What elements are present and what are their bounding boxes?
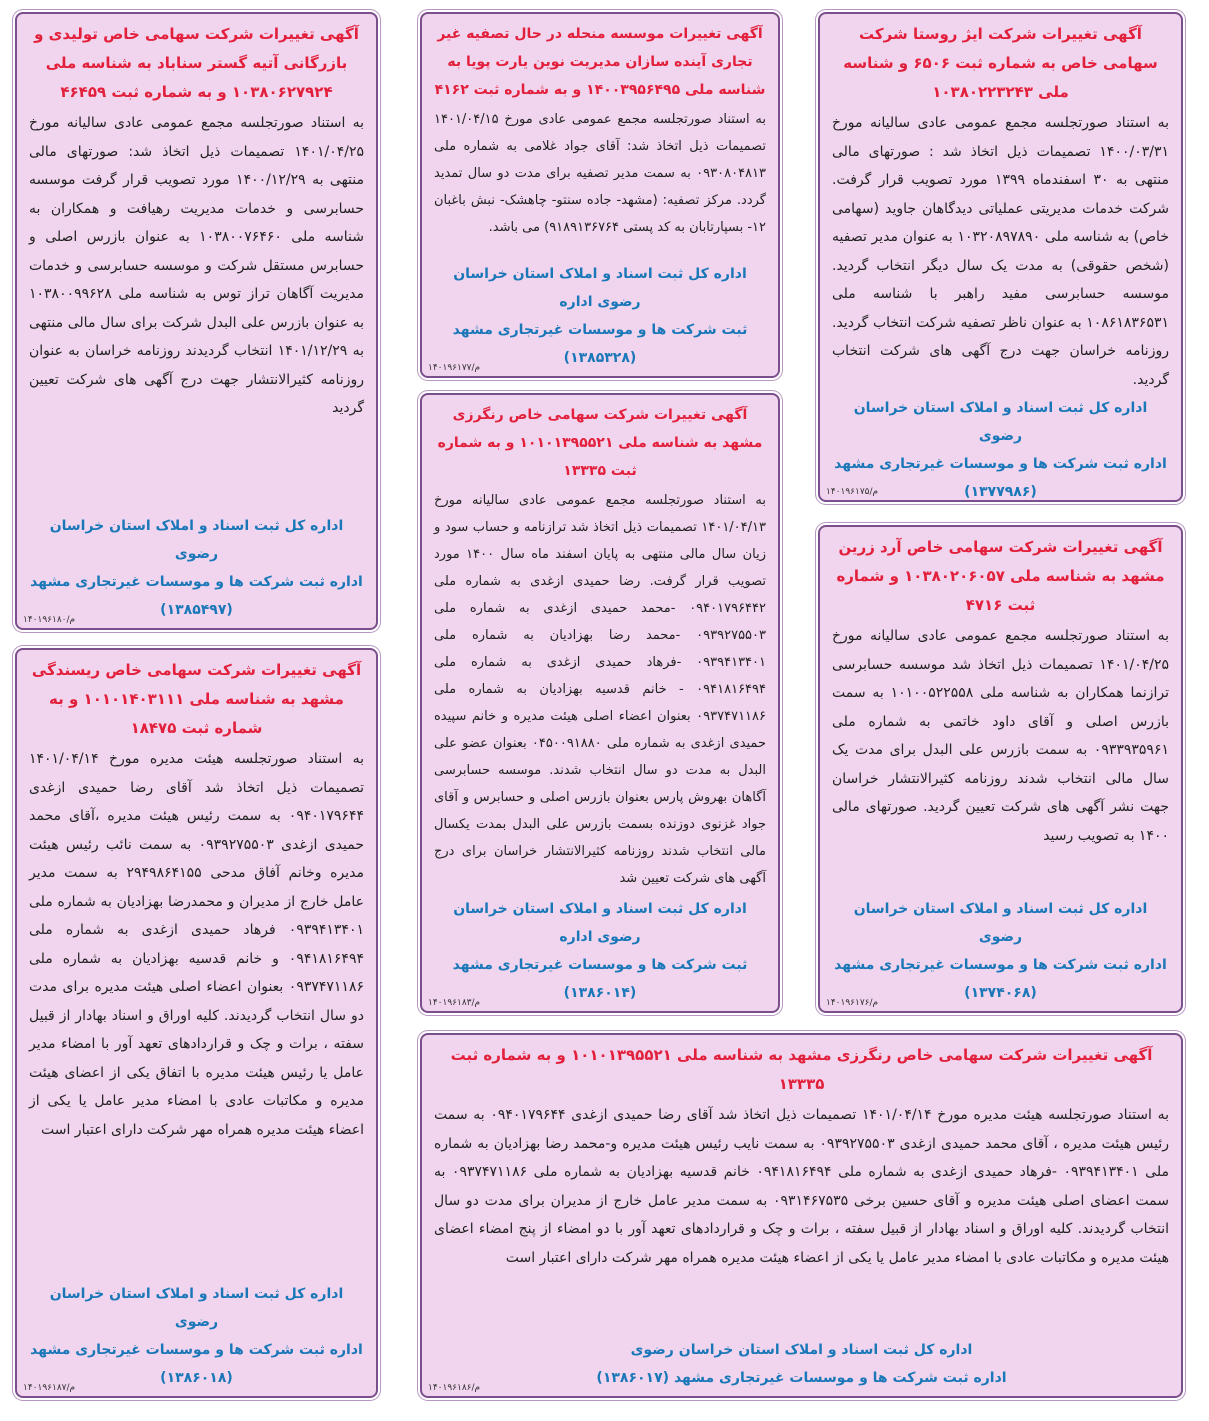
notice-issuer-2 bbox=[832, 450, 1169, 506]
notice-r2 bbox=[818, 525, 1183, 1013]
notice-issuer-1: اداره کل ثبت اسناد و املاک استان خراسان رضوی اداره bbox=[453, 901, 747, 945]
notice-title: آگهی تغییرات شرکت سهامی خاص رنگرزی مشهد به شناسه ملی ۱۰۱۰۱۳۹۵۵۲۱ و به شماره ثبت ۱۳۳۳۵ bbox=[437, 407, 763, 479]
notice-body: به استناد صورتجلسه مجمع عمومی عادی سالیانه مورخ ۱۴۰۱/۰۴/۲۵ تصمیمات ذیل اتخاذ شد موسسه حسابرسی ترازنما همکاران به شناسه ملی ۱۰۱۰۰۵۲۲۵۵۸ به سمت بازرس اصلی و آقای داود خاتمی به شماره ملی ۰۹۳۳۹۳۵۹۶۱ به سمت بازرس علی البدل برای مدت یک سال مالی انتخاب شدند روزنامه کثیرالانتشار خراسان جهت نشر آگهی های شرکت تعیین گردید. صورتهای مالی ۱۴۰۰ به تصویب رسید bbox=[832, 628, 1169, 844]
notice-title: آگهی تغییرات شرکت ایژ روستا شرکت سهامی خاص به شماره ثبت ۶۵۰۶ و شناسه ملی ۱۰۳۸۰۲۲۳۲۴۳ bbox=[843, 25, 1158, 101]
issuer-2-text: اداره ثبت شرکت ها و موسسات غیرتجاری مشهد bbox=[834, 456, 1167, 472]
notice-reference: (۱۳۷۷۹۸۶) bbox=[964, 484, 1037, 500]
notice-code: م/۱۴۰۱۹۶۱۸۷ bbox=[23, 1383, 76, 1393]
issuer-2-text: اداره ثبت شرکت ها و موسسات غیرتجاری مشهد bbox=[834, 957, 1167, 973]
notice-code: م/۱۴۰۱۹۶۱۷۷ bbox=[428, 363, 481, 373]
notice-reference: (۱۳۸۶۰۱۴) bbox=[563, 985, 637, 1001]
notice-reference: (۱۳۸۶۰۱۷) bbox=[596, 1370, 670, 1386]
notice-m1 bbox=[420, 12, 780, 378]
issuer-2-text: اداره ثبت شرکت ها و موسسات غیرتجاری مشهد bbox=[30, 574, 363, 590]
notice-m2 bbox=[420, 393, 780, 1013]
notice-issuer-2 bbox=[434, 316, 766, 372]
notice-issuer-1: اداره کل ثبت اسناد و املاک استان خراسان رضوی bbox=[853, 400, 1148, 444]
notice-l2 bbox=[15, 648, 378, 1398]
notice-reference: (۱۳۷۴۰۶۸) bbox=[964, 985, 1037, 1001]
notice-body: به استناد صورتجلسه مجمع عمومی عادی مورخ ۱۴۰۱/۰۴/۱۵ تصمیمات ذیل اتخاذ شد: آقای جواد غلامی به شماره ملی ۰۹۳۰۸۰۴۸۱۳ به سمت مدیر تصفیه برای مدت دو سال تمدید گردد. مرکز تصفیه: (مشهد- جاده سنتو- چاهشک- نبش باغبان ۱۲- بسپارتابان به کد پستی ۹۱۸۹۱۳۶۷۶۴) می باشد. bbox=[434, 112, 766, 235]
notice-issuer-1: اداره کل ثبت اسناد و املاک استان خراسان رضوی bbox=[49, 518, 344, 562]
notice-issuer-2 bbox=[29, 568, 364, 624]
notice-issuer-1: اداره کل ثبت اسناد و املاک استان خراسان رضوی اداره bbox=[453, 266, 747, 310]
notice-issuer-2 bbox=[434, 951, 766, 1007]
notice-body: به استناد صورتجلسه هیئت مدیره مورخ ۱۴۰۱/۰۴/۱۴ تصمیمات ذیل اتخاذ شد آقای رضا حمیدی ازغدی ۰۹۴۰۱۷۹۶۴۴ به سمت رئیس هیئت مدیره ،آقای محمد حمیدی ازغدی ۰۹۳۹۲۷۵۵۰۳ به سمت نائب رئیس هیئت مدیره وخانم آفاق مدحی ۲۹۴۹۸۶۴۱۵۵ به سمت مدیر عامل خارج از مدیران و محمدرضا بهزادیان به شماره ملی ۰۹۳۹۴۱۳۴۰۱ فرهاد حمیدی ازغدی به شماره ملی ۰۹۴۱۸۱۶۴۹۴ و خانم قدسیه بهزادیان به شماره ملی ۰۹۳۷۴۷۱۱۸۶ بعنوان اعضاء اصلی هیئت مدیره برای مدت دو سال انتخاب گردیدند. کلیه اوراق و اسناد بهادار از قبیل سفته ، برات و چک و قراردادهای تعهد آور با امضاء مدیر عامل یا رئیس هیئت مدیره با اتفاق یکی از اعضای هیئت مدیره و مکاتبات عادی با امضاء مدیر عامل یا یکی از اعضاء هیئت مدیره همراه مهر شرکت دارای اعتبار است bbox=[29, 751, 364, 1138]
issuer-2-text: اداره ثبت شرکت ها و موسسات غیرتجاری مشهد bbox=[30, 1342, 363, 1358]
issuer-2-text: ثبت شرکت ها و موسسات غیرتجاری مشهد bbox=[452, 957, 748, 973]
issuer-2-text: ثبت شرکت ها و موسسات غیرتجاری مشهد bbox=[452, 322, 748, 338]
notice-issuer-1: اداره کل ثبت اسناد و املاک استان خراسان رضوی bbox=[630, 1342, 973, 1358]
notice-issuer-2 bbox=[832, 951, 1169, 1007]
notice-reference: (۱۳۸۵۴۹۷) bbox=[160, 602, 233, 618]
notice-title: آگهی تغییرات شرکت سهامی خاص آرد زرین مشهد به شناسه ملی ۱۰۳۸۰۲۰۶۰۵۷ و شماره ثبت ۴۷۱۶ bbox=[836, 538, 1165, 614]
notice-title: آگهی تغییرات شرکت سهامی خاص رنگرزی مشهد به شناسه ملی ۱۰۱۰۱۳۹۵۵۲۱ و به شماره ثبت ۱۳۳۳۵ bbox=[450, 1046, 1153, 1093]
notice-code: م/۱۴۰۱۹۶۱۸۶ bbox=[428, 1383, 481, 1393]
notice-code: م/۱۴۰۱۹۶۱۷۵ bbox=[826, 487, 879, 497]
notice-body: به استناد صورتجلسه هیئت مدیره مورخ ۱۴۰۱/۰۴/۱۴ تصمیمات ذیل اتخاذ شد آقای رضا حمیدی ازغدی ۰۹۴۰۱۷۹۶۴۴ به سمت رئیس هیئت مدیره ، آقای محمد حمیدی ازغدی ۰۹۳۹۲۷۵۵۰۳ به سمت نایب رئیس هیئت مدیره و-محمد رضا بهزادیان به شماره ملی ۰۹۳۹۴۱۳۴۰۱ -فرهاد حمیدی ازغدی به شماره ملی ۰۹۴۱۸۱۶۴۹۴ خانم قدسیه بهزادیان به شماره ملی ۰۹۳۷۴۷۱۱۸۶ به سمت اعضای اصلی هیئت مدیره و آقای حسین برخی ۰۹۳۱۴۶۷۵۳۵ به سمت مدیر عامل خارج از مدیران برای مدت دو سال انتخاب گردیدند. کلیه اوراق و اسناد بهادار از قبیل سفته ، برات و چک و قراردادهای تعهد آور با دو امضاء از پنج امضاء اعضای هیئت مدیره و مکاتبات عادی با امضاء مدیر عامل یا یکی از اعضاء هیئت مدیره همراه مهر شرکت دارای اعتبار است bbox=[434, 1107, 1170, 1266]
notice-body: به استناد صورتجلسه مجمع عمومی عادی سالیانه مورخ ۱۴۰۰/۰۳/۳۱ تصمیمات ذیل اتخاذ شد : صورتهای مالی منتهی به ۳۰ اسفندماه ۱۳۹۹ مورد تصویب قرار گرفت. شرکت خدمات مدیریتی عملیاتی دیدگاهان جاوید (سهامی خاص) به شناسه ملی ۱۰۳۲۰۸۹۷۸۹۰ به عنوان مدیر تصفیه (شخص حقوقی) به مدت یک سال دیگر انتخاب گردید. موسسه حسابرسی مفید راهبر با شناسه ملی ۱۰۸۶۱۸۳۶۵۳۱ به عنوان ناظر تصفیه شرکت انتخاب گردید. روزنامه خراسان جهت درج آگهی های شرکت انتخاب گردید. bbox=[832, 115, 1169, 388]
notice-l1 bbox=[15, 12, 378, 630]
notice-title: آگهی تغییرات موسسه منحله در حال تصفیه غیر تجاری آینده سازان مدیریت نوین یارت پویا به شناسه ملی ۱۴۰۰۳۹۵۶۴۹۵ و به شماره ثبت ۴۱۶۲ bbox=[434, 26, 766, 98]
notice-issuer-2 bbox=[434, 1364, 1169, 1392]
notice-code: م/۱۴۰۱۹۶۱۷۶ bbox=[826, 998, 879, 1008]
notice-code: م/۱۴۰۱۹۶۱۸۰ bbox=[23, 615, 76, 625]
notice-reference: (۱۳۸۶۰۱۸) bbox=[160, 1370, 233, 1386]
notice-b1 bbox=[420, 1033, 1183, 1398]
notice-code: م/۱۴۰۱۹۶۱۸۳ bbox=[428, 998, 481, 1008]
notice-title: آگهی تغییرات شرکت سهامی خاص تولیدی و بازرگانی آتیه گستر سناباد به شناسه ملی ۱۰۳۸۰۶۲۷۹۲۴ و به شماره ثبت ۴۶۴۵۹ bbox=[34, 25, 359, 101]
notice-issuer-1: اداره کل ثبت اسناد و املاک استان خراسان رضوی bbox=[853, 901, 1148, 945]
notice-body: به استناد صورتجلسه مجمع عمومی عادی سالیانه مورخ ۱۴۰۱/۰۴/۲۵ تصمیمات ذیل اتخاذ شد: صورتهای مالی منتهی به ۱۴۰۰/۱۲/۲۹ مورد تصویب قرار گرفت موسسه حسابرسی و خدمات مدیریت رهیافت و همکاران به شناسه ملی ۱۰۳۸۰۰۷۶۴۶۰ به عنوان بازرس اصلی و حسابرس مستقل شرکت و موسسه حسابرسی و خدمات مدیریت آگاهان تراز توس به شناسه ملی ۱۰۳۸۰۰۹۹۶۲۸ به عنوان بازرس علی البدل شرکت برای سال مالی منتهی به ۱۴۰۱/۱۲/۲۹ انتخاب گردیدند روزنامه خراسان به عنوان روزنامه کثیرالانتشار جهت درج آگهی های شرکت تعیین گردید bbox=[29, 115, 365, 416]
notice-r1 bbox=[818, 12, 1183, 502]
notice-reference: (۱۳۸۵۳۲۸) bbox=[563, 350, 637, 366]
notice-title: آگهی تغییرات شرکت سهامی خاص ریسندگی مشهد به شناسه ملی ۱۰۱۰۱۴۰۳۱۱۱ و به شماره ثبت ۱۸۴۷۵ bbox=[31, 661, 362, 737]
notice-issuer-1: اداره کل ثبت اسناد و املاک استان خراسان رضوی bbox=[49, 1286, 344, 1330]
notice-issuer-2 bbox=[29, 1336, 364, 1392]
notice-body: به استناد صورتجلسه مجمع عمومی عادی سالیانه مورخ ۱۴۰۱/۰۴/۱۳ تصمیمات ذیل اتخاذ شد ترازنامه و حساب سود و زیان سال مالی منتهی به پایان اسفند ماه سال ۱۴۰۰ مورد تصویب قرار گرفت. رضا حمیدی ازغدی به شماره ملی ۰۹۴۰۱۷۹۶۴۴۲ -محمد حمیدی ازغدی به شماره ملی ۰۹۳۹۲۷۵۵۰۳ -محمد رضا بهزادیان به شماره ملی ۰۹۳۹۴۱۳۴۰۱ -فرهاد حمیدی ازغدی به شماره ملی ۰۹۴۱۸۱۶۴۹۴ - خانم قدسیه بهزادیان به شماره ملی ۰۹۳۷۴۷۱۱۸۶ بعنوان اعضاء اصلی هیئت مدیره و خانم سپیده حمیدی ازغدی به شماره ملی ۰۴۵۰۰۹۱۸۸۰ بعنوان عضو علی البدل به مدت دو سال انتخاب شدند. موسسه حسابرسی آگاهان بهروش پارس بعنوان بازرس اصلی و حسابرس و آقای جواد غزنوی دوزنده بسمت بازرس علی البدل بمدت یکسال مالی انتخاب شدند روزنامه کثیرالانتشار خراسان برای درج آگهی های شرکت تعیین شد bbox=[434, 493, 766, 886]
issuer-2-text: اداره ثبت شرکت ها و موسسات غیرتجاری مشهد bbox=[673, 1370, 1007, 1386]
